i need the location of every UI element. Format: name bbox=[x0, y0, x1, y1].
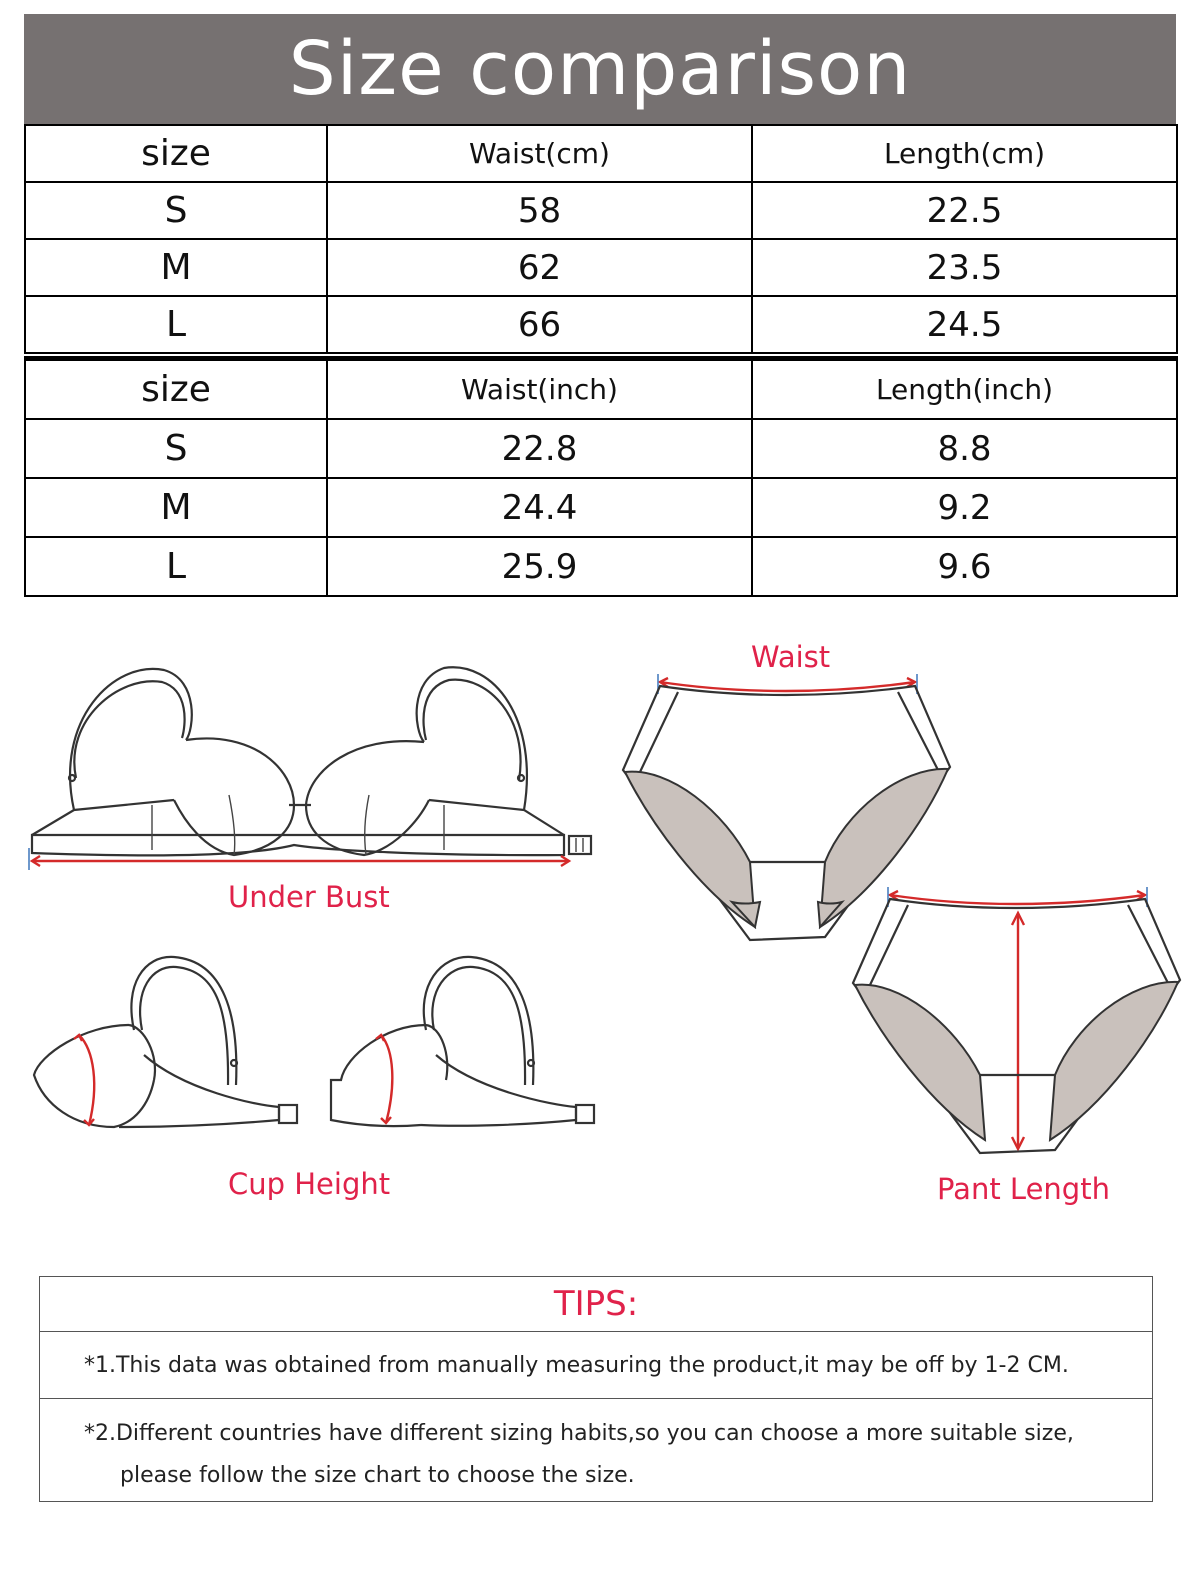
label-waist: Waist bbox=[751, 640, 831, 674]
bra-underbust-illustration bbox=[24, 660, 604, 870]
tips-box bbox=[39, 1276, 1153, 1502]
table-row bbox=[25, 296, 1177, 353]
cell-size: L bbox=[25, 296, 327, 353]
table-row bbox=[25, 182, 1177, 239]
table-row bbox=[25, 419, 1177, 478]
underbust-measure-arrow bbox=[29, 848, 569, 870]
table-header-row bbox=[25, 125, 1177, 182]
cell-length: 9.2 bbox=[752, 478, 1177, 537]
cell-waist: 62 bbox=[327, 239, 752, 296]
cell-size: M bbox=[25, 239, 327, 296]
cell-waist: 58 bbox=[327, 182, 752, 239]
cell-length: 24.5 bbox=[752, 296, 1177, 353]
size-table-inch bbox=[24, 356, 1178, 597]
header-size: size bbox=[25, 125, 327, 182]
tips-heading: TIPS: bbox=[40, 1277, 1152, 1332]
cell-size: M bbox=[25, 478, 327, 537]
cell-size: L bbox=[25, 537, 327, 596]
page-title: Size comparison bbox=[24, 14, 1176, 124]
header-size: size bbox=[25, 359, 327, 420]
table-row bbox=[25, 478, 1177, 537]
header-waist-inch: Waist(inch) bbox=[327, 359, 752, 420]
tip-1-text: *1.This data was obtained from manually measuring the product,it may be off by 1-2 CM. bbox=[84, 1352, 1069, 1378]
tip-2-line-1: *2.Different countries have different sizing habits,so you can choose a more suitable size, bbox=[84, 1421, 1074, 1446]
cell-waist: 22.8 bbox=[327, 419, 752, 478]
tip-2-line-2: please follow the size chart to choose the size. bbox=[120, 1463, 635, 1488]
label-cup-height: Cup Height bbox=[228, 1167, 391, 1201]
cell-length: 23.5 bbox=[752, 239, 1177, 296]
cell-waist: 24.4 bbox=[327, 478, 752, 537]
cell-length: 9.6 bbox=[752, 537, 1177, 596]
cell-size: S bbox=[25, 419, 327, 478]
header-length-cm: Length(cm) bbox=[752, 125, 1177, 182]
cell-length: 8.8 bbox=[752, 419, 1177, 478]
label-pant-length: Pant Length bbox=[937, 1172, 1110, 1206]
tip-1 bbox=[40, 1332, 1152, 1399]
cell-length: 22.5 bbox=[752, 182, 1177, 239]
panty-length-illustration bbox=[850, 885, 1190, 1165]
table-row bbox=[25, 239, 1177, 296]
table-row bbox=[25, 537, 1177, 596]
cell-waist: 25.9 bbox=[327, 537, 752, 596]
size-table-cm bbox=[24, 124, 1178, 354]
tip-2 bbox=[40, 1399, 1152, 1501]
table-header-row bbox=[25, 359, 1177, 420]
header-length-inch: Length(inch) bbox=[752, 359, 1177, 420]
cell-waist: 66 bbox=[327, 296, 752, 353]
bra-cup-illustration-right bbox=[326, 955, 606, 1135]
header-waist-cm: Waist(cm) bbox=[327, 125, 752, 182]
bra-cup-illustration-left bbox=[24, 955, 304, 1135]
label-under-bust: Under Bust bbox=[228, 880, 390, 914]
cell-size: S bbox=[25, 182, 327, 239]
bra-outline bbox=[32, 667, 591, 855]
